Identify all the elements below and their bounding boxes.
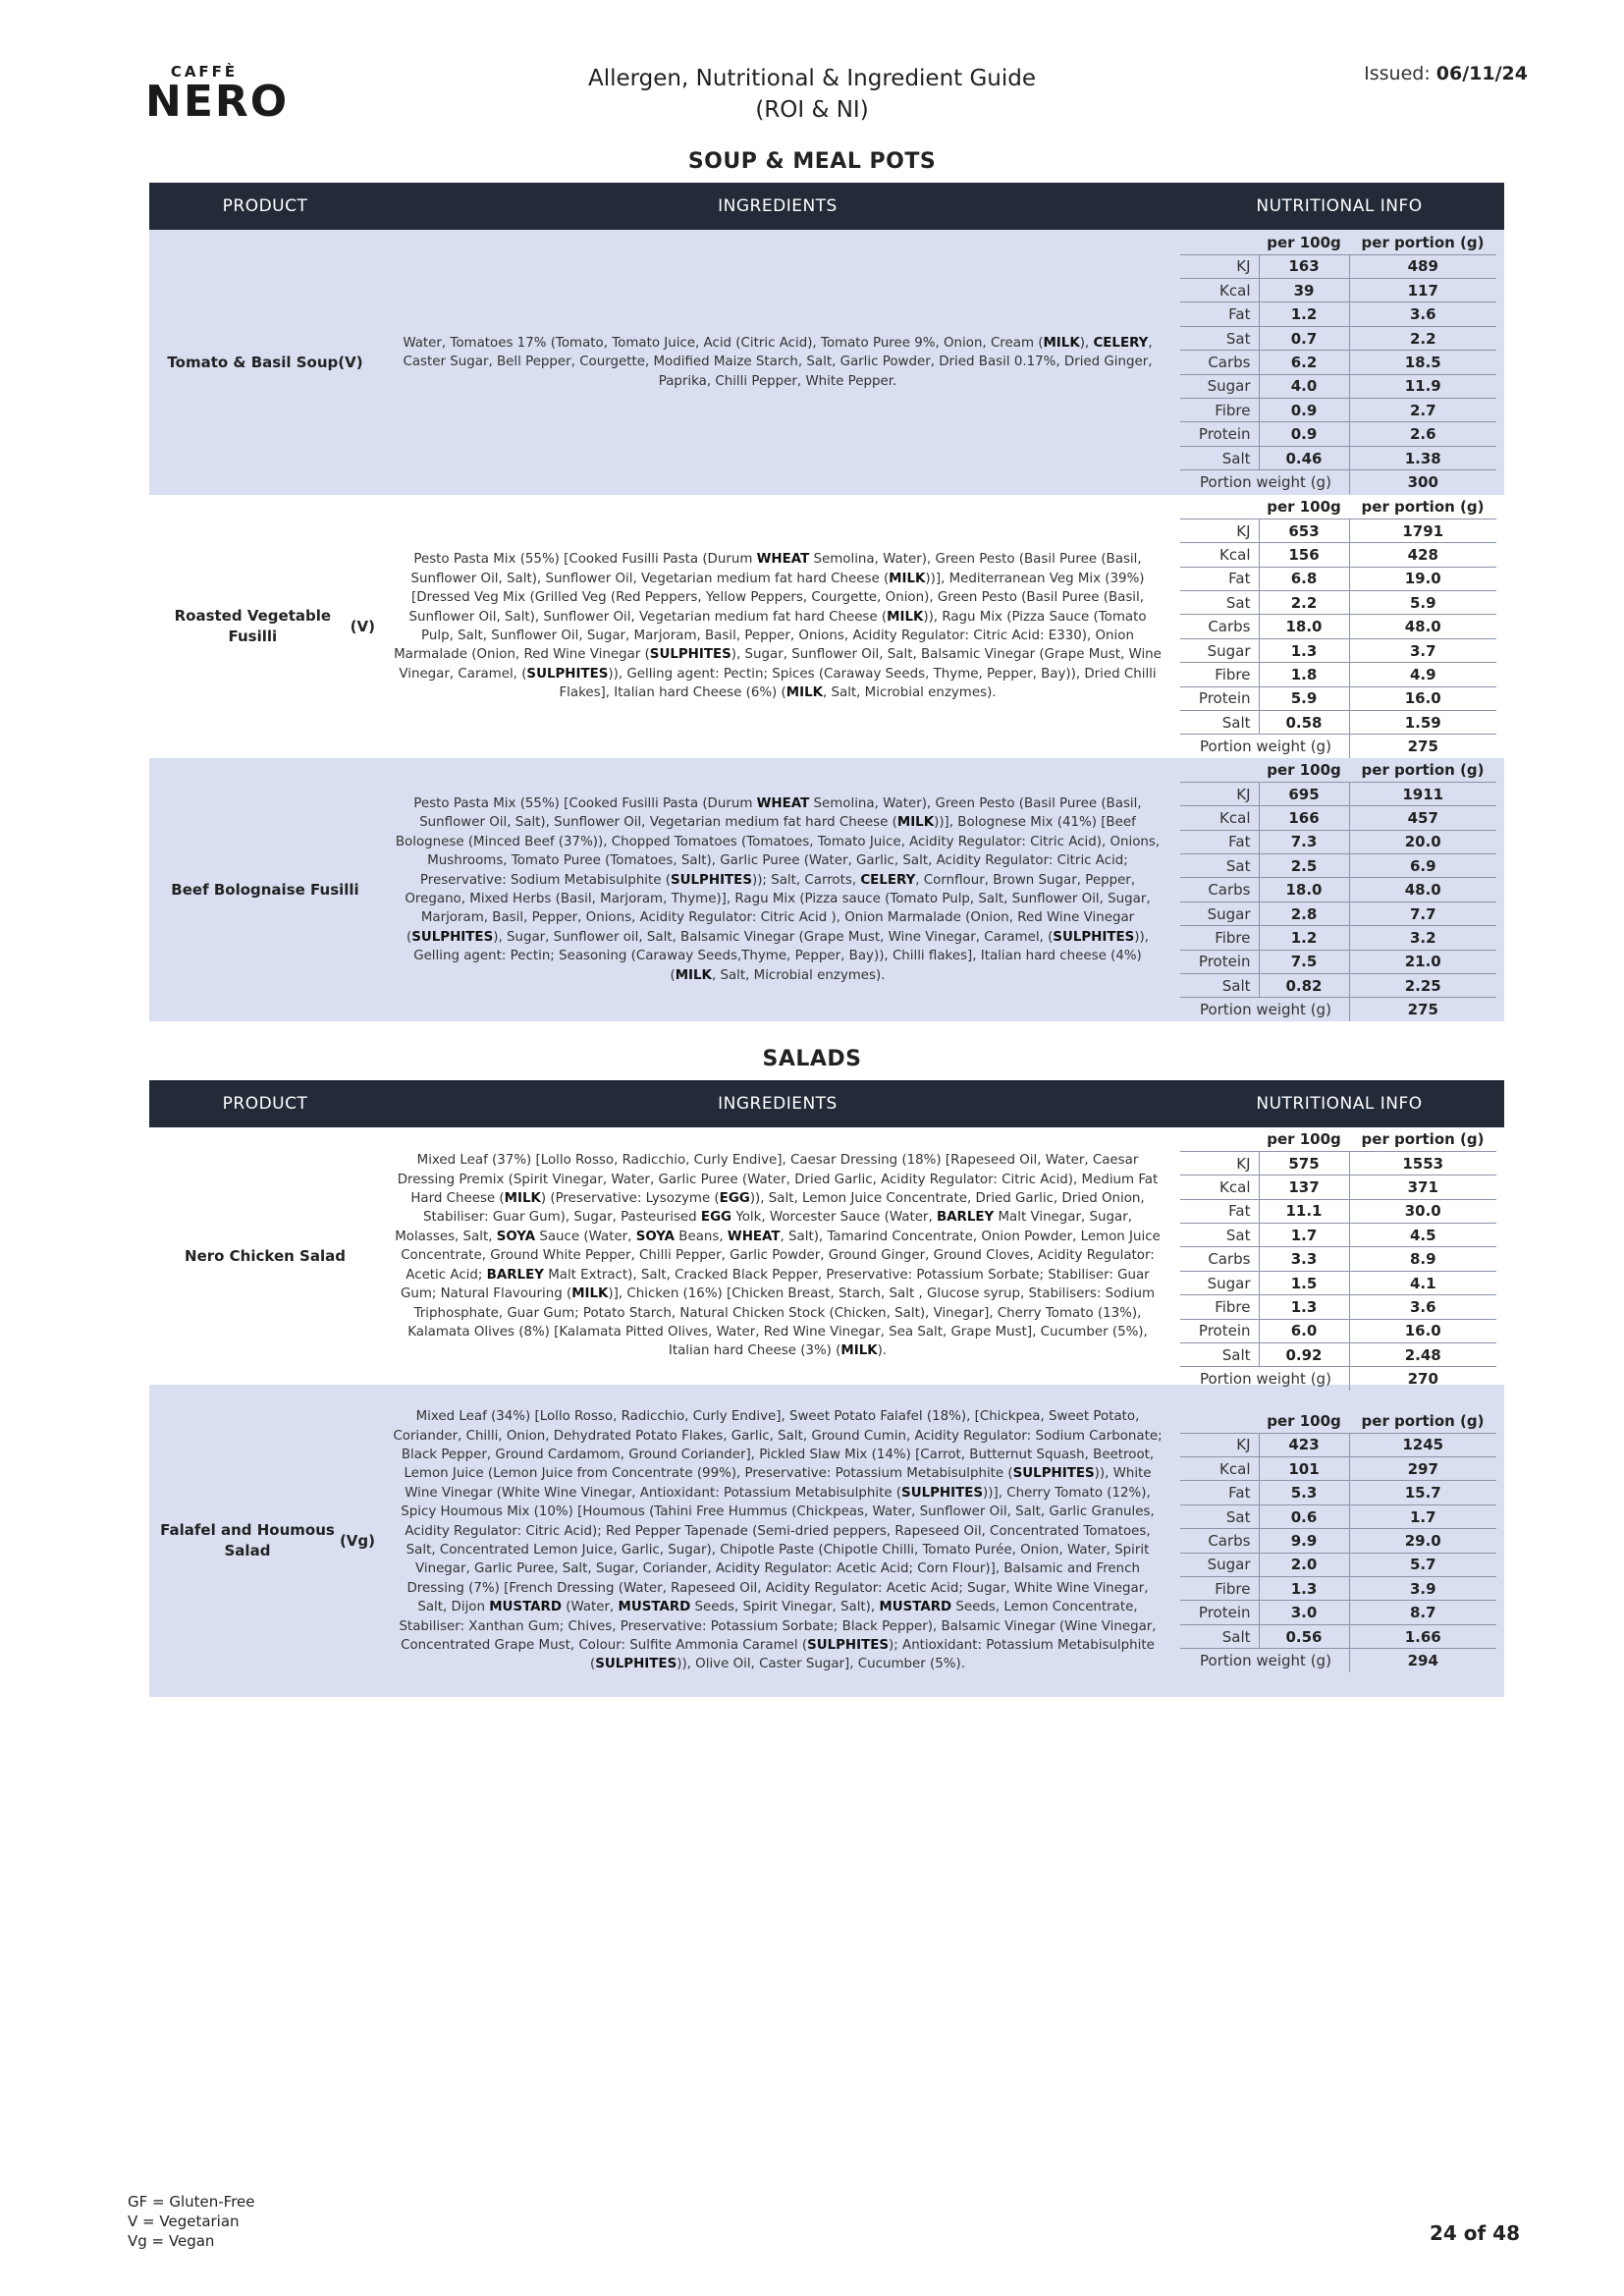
ingredients-text: Pesto Pasta Mix (55%) [Cooked Fusilli Pasta (Durum WHEAT Semolina, Water), Green Pesto (Basil Puree (Basil, Sunflower Oil, Salt), Sunflower Oil, Vegetarian medium fat hard Cheese (MILK))], Mediterranean Veg Mix (39%) [Dressed Veg Mix (Grilled Veg (Red Peppers, Yellow Peppers, Courgette, Onion), Green Pesto (Basil Puree (Basil, Sunflower Oil, Salt), Sunflower Oil, Vegetarian medium fat hard Cheese (MILK)), Ragu Mix (Pizza Sauce (Tomato Pulp, Salt, Sunflower Oil, Sugar, Marjoram, Basil, Pepper, Onions, Acidity Regulator: Citric Acid: E330), Onion Marmalade (Onion, Red Wine Vinegar (SULPHITES), Sugar, Sunflower Oil, Salt, Balsamic Vinegar (Grape Must, Wine Vinegar, Caramel, (SULPHITES)), Gelling agent: Pectin; Spices (Caraway Seeds, Thyme, Pepper, Bay)), Dried Chilli Flakes], Italian hard Cheese (6%) (MILK, Salt, Microbial enzymes). — [394, 552, 1162, 701]
product-row — [149, 1127, 1504, 1389]
value-per-100g: 4.0 — [1259, 374, 1349, 398]
nutrient-label: Protein — [1180, 422, 1259, 446]
ingredients-text: Mixed Leaf (37%) [Lollo Rosso, Radicchio, Curly Endive], Caesar Dressing (18%) [Rapeseed Oil, Water, Caesar Dressing Premix (Spirit Vinegar, Water, Garlic Puree (Water, Dried Garlic, Acidity Regulator: Citric Acid), Medium Fat Hard Cheese (MILK) (Preservative: Lysozyme (EGG)), Salt, Lemon Juice Concentrate, Dried Garlic, Dried Onion, Stabiliser: Guar Gum), Sugar, Pasteurised EGG Yolk, Worcester Sauce (Water, BARLEY Malt Vinegar, Sugar, Molasses, Salt, SOYA Sauce (Water, SOYA Beans, WHEAT, Salt), Tamarind Concentrate, Onion Powder, Lemon Juice Concentrate, Ground White Pepper, Chilli Pepper, Garlic Powder, Ground Ginger, Ground Cloves, Acidity Regulator: Acetic Acid; BARLEY Malt Extract), Salt, Cracked Black Pepper, Preservative: Potassium Sorbate; Stabiliser: Guar Gum; Natural Flavouring (MILK)], Chicken (16%) [Chicken Breast, Starch, Salt , Glucose syrup, Stabilisers: Sodium Triphosphate, Guar Gum; Potato Starch, Natural Chicken Stock (Chicken, Salt), Vinegar], Cherry Tomato (13%), Kalamata Olives (8%) [Kalamata Pitted Olives, Water, Red Wine Vinegar, Sea Salt, Grape Must], Cucumber (5%), Italian hard Cheese (3%) (MILK). — [395, 1153, 1161, 1359]
value-per-portion: per portion (g) — [1349, 758, 1496, 782]
value-per-portion: 7.7 — [1349, 902, 1496, 925]
nutrition-table — [1180, 495, 1496, 758]
value-per-100g: 0.56 — [1259, 1624, 1349, 1648]
nutrient-row-sugar — [1180, 902, 1496, 925]
product-ingredients — [381, 758, 1174, 1021]
value-per-portion: 1245 — [1349, 1433, 1496, 1456]
product-row — [149, 230, 1504, 495]
ingredients-text: Mixed Leaf (34%) [Lollo Rosso, Radicchio, Curly Endive], Sweet Potato Falafel (18%), [Chickpea, Sweet Potato, Coriander, Chilli, Onion, Dehydrated Potato Flakes, Garlic, Salt, Ground Cumin, Acidity Regulator: Sodium Carbonate; Black Pepper, Ground Cardamom, Ground Coriander], Pickled Slaw Mix (14%) [Carrot, Butternut Squash, Beetroot, Lemon Juice (Lemon Juice from Concentrate (99%), Preservative: Potassium Metabisulphite (SULPHITES)), White Wine Vinegar (White Wine Vinegar, Antioxidant: Potassium Metabisulphite (SULPHITES))], Cherry Tomato (12%), Spicy Houmous Mix (10%) [Houmous (Tahini Free Hummus (Chickpeas, Water, Sunflower Oil, Salt, Garlic Granules, Acidity Regulator: Citric Acid); Red Pepper Tapenade (Semi-dried peppers, Rapeseed Oil, Concentrated Tomatoes, Salt, Concentrated Lemon Juice, Garlic, Sugar), Chipotle Paste (Chipotle Chilli, Tomato Purée, Onion, Water, Spirit Vinegar, Garlic Puree, Salt, Sugar, Coriander, Acidity Regulator: Acetic Acid; Corn Flour)], Balsamic and French Dressing (7%) [French Dressing (Water, Rapeseed Oil, Acidity Regulator: Acetic Acid; Sugar, White Wine Vinegar, Salt, Dijon MUSTARD (Water, MUSTARD Seeds, Spirit Vinegar, Salt), MUSTARD Seeds, Lemon Concentrate, Stabiliser: Xanthan Gum; Chives, Preservative: Potassium Sorbate; Black Pepper), Balsamic Vinegar (Wine Vinegar, Concentrated Grape Must, Colour: Sulfite Ammonia Caramel (SULPHITES); Antioxidant: Potassium Metabisulphite (SULPHITES)), Olive Oil, Caster Sugar], Cucumber (5%). — [393, 1409, 1163, 1672]
value-per-100g: 1.3 — [1259, 1577, 1349, 1601]
nutrient-row-fat — [1180, 567, 1496, 590]
nutrient-row-kcal — [1180, 543, 1496, 567]
value-per-100g: 423 — [1259, 1433, 1349, 1456]
value-per-100g: 0.9 — [1259, 422, 1349, 446]
nutrition-panel — [1174, 1127, 1504, 1389]
value-per-100g: 575 — [1259, 1151, 1349, 1175]
nutrient-label: Fat — [1180, 567, 1259, 590]
value-per-portion: 48.0 — [1349, 615, 1496, 638]
value-per-portion: 8.9 — [1349, 1247, 1496, 1271]
value-per-100g: 39 — [1259, 279, 1349, 302]
legend-v: V = Vegetarian — [128, 2213, 240, 2230]
nutrition-table — [1180, 1409, 1496, 1672]
value-per-100g: 156 — [1259, 543, 1349, 567]
nutrient-row-fibre — [1180, 926, 1496, 950]
product-name-line2: (V) — [338, 353, 363, 371]
header-product: PRODUCT — [222, 1094, 308, 1114]
nutrient-row-protein — [1180, 1601, 1496, 1624]
nutrient-label: Salt — [1180, 974, 1259, 998]
value-per-100g: per 100g — [1259, 758, 1349, 782]
portion-weight-label: Portion weight (g) — [1200, 738, 1331, 756]
header-nutrition: NUTRITIONAL INFO — [1256, 196, 1423, 216]
product-row — [149, 1385, 1504, 1697]
nutrition-panel — [1174, 1385, 1504, 1697]
portion-weight-label: Portion weight (g) — [1200, 1001, 1331, 1019]
value-per-portion: 16.0 — [1349, 1319, 1496, 1342]
nutrient-label: Carbs — [1180, 1247, 1259, 1271]
nutrient-row-sat — [1180, 854, 1496, 878]
nutrient-label: Carbs — [1180, 351, 1259, 374]
value-per-portion: 2.25 — [1349, 974, 1496, 998]
nutrient-label: KJ — [1180, 519, 1259, 542]
value-per-portion: 15.7 — [1349, 1481, 1496, 1504]
nutrient-label — [1180, 495, 1259, 519]
nutrient-label: Sugar — [1180, 374, 1259, 398]
value-per-100g: 5.9 — [1259, 686, 1349, 710]
nutrient-label — [1180, 758, 1259, 782]
logo-caffe-text: CAFFÈ — [170, 63, 239, 81]
value-per-portion: 1911 — [1349, 782, 1496, 805]
nutrient-label: Protein — [1180, 686, 1259, 710]
value-per-100g: 6.8 — [1259, 567, 1349, 590]
nutrient-row-sugar — [1180, 1553, 1496, 1576]
nutrition-panel — [1174, 495, 1504, 758]
product-name-line1: Tomato & Basil Soup — [167, 353, 339, 371]
nutrient-label: Fat — [1180, 1199, 1259, 1223]
value-per-portion: per portion (g) — [1349, 1409, 1496, 1433]
value-per-portion: 371 — [1349, 1175, 1496, 1199]
value-per-portion: 8.7 — [1349, 1601, 1496, 1624]
value-per-100g: 6.2 — [1259, 351, 1349, 374]
value-per-portion: 3.6 — [1349, 1295, 1496, 1319]
nutrient-row-sugar — [1180, 1271, 1496, 1294]
value-per-100g: 7.3 — [1259, 830, 1349, 853]
nutrient-row-fat — [1180, 1199, 1496, 1223]
nutrition-header-row — [1180, 231, 1496, 254]
value-per-100g: 18.0 — [1259, 615, 1349, 638]
value-per-portion: 3.6 — [1349, 302, 1496, 326]
value-per-100g: 1.7 — [1259, 1224, 1349, 1247]
nutrient-row-sat — [1180, 1224, 1496, 1247]
portion-weight-value: 300 — [1349, 470, 1496, 494]
salads-table — [149, 1080, 1504, 1697]
nutrient-label: Salt — [1180, 1343, 1259, 1367]
product-name — [149, 758, 381, 1021]
nutrient-row-fat — [1180, 1481, 1496, 1504]
product-ingredients — [381, 1385, 1174, 1697]
value-per-portion: 4.9 — [1349, 663, 1496, 686]
product-name — [149, 495, 381, 758]
nutrient-label: Fibre — [1180, 663, 1259, 686]
logo-nero-text: NERO — [145, 77, 290, 127]
nutrient-row-kcal — [1180, 279, 1496, 302]
portion-weight-label: Portion weight (g) — [1200, 1370, 1331, 1389]
section-title-salads: SALADS — [762, 1047, 862, 1071]
nutrient-row-fibre — [1180, 1577, 1496, 1601]
value-per-portion: 1791 — [1349, 519, 1496, 542]
value-per-100g: 163 — [1259, 254, 1349, 278]
value-per-portion: 3.9 — [1349, 1577, 1496, 1601]
table-header — [149, 1080, 1504, 1127]
portion-weight-value: 294 — [1349, 1649, 1496, 1672]
nutrient-row-kj — [1180, 519, 1496, 542]
nutrient-row-kcal — [1180, 1175, 1496, 1199]
value-per-portion: 29.0 — [1349, 1529, 1496, 1553]
portion-weight-label: Portion weight (g) — [1200, 1652, 1331, 1670]
value-per-portion: 5.7 — [1349, 1553, 1496, 1576]
value-per-100g: 0.6 — [1259, 1504, 1349, 1528]
product-name — [149, 1385, 381, 1697]
value-per-portion: per portion (g) — [1349, 1127, 1496, 1151]
nutrition-header-row — [1180, 495, 1496, 519]
nutrient-label: Sugar — [1180, 638, 1259, 662]
value-per-portion: per portion (g) — [1349, 495, 1496, 519]
nutrient-label: Fibre — [1180, 1577, 1259, 1601]
nutrient-row-kj — [1180, 1433, 1496, 1456]
nutrient-label: Kcal — [1180, 1457, 1259, 1481]
value-per-portion: 297 — [1349, 1457, 1496, 1481]
value-per-100g: 653 — [1259, 519, 1349, 542]
value-per-100g: 695 — [1259, 782, 1349, 805]
nutrient-label: Sat — [1180, 591, 1259, 615]
value-per-portion: 18.5 — [1349, 351, 1496, 374]
value-per-100g: 1.2 — [1259, 302, 1349, 326]
value-per-100g: 1.3 — [1259, 1295, 1349, 1319]
table-header — [149, 183, 1504, 230]
nutrient-label: KJ — [1180, 1151, 1259, 1175]
nutrient-row-portion-weight — [1180, 470, 1496, 494]
nutrient-label: Kcal — [1180, 543, 1259, 567]
value-per-portion: 5.9 — [1349, 591, 1496, 615]
nutrient-label: KJ — [1180, 1433, 1259, 1456]
nutrient-row-sugar — [1180, 374, 1496, 398]
product-name-line1: Nero Chicken Salad — [185, 1246, 346, 1265]
nutrient-row-carbs — [1180, 878, 1496, 902]
nutrient-label: Sat — [1180, 1224, 1259, 1247]
value-per-portion: 1553 — [1349, 1151, 1496, 1175]
footer-legend — [128, 2192, 255, 2251]
nutrient-label: Carbs — [1180, 1529, 1259, 1553]
value-per-portion: 2.48 — [1349, 1343, 1496, 1367]
document-title-line2: (ROI & NI) — [755, 97, 869, 123]
nutrient-label: Kcal — [1180, 279, 1259, 302]
value-per-100g: 5.3 — [1259, 1481, 1349, 1504]
value-per-100g: 2.0 — [1259, 1553, 1349, 1576]
nutrient-label: Protein — [1180, 950, 1259, 973]
value-per-portion: 457 — [1349, 806, 1496, 830]
header-product: PRODUCT — [222, 196, 308, 216]
nutrition-table — [1180, 758, 1496, 1021]
value-per-100g: per 100g — [1259, 231, 1349, 254]
value-per-100g: 2.8 — [1259, 902, 1349, 925]
value-per-100g: 0.92 — [1259, 1343, 1349, 1367]
value-per-portion: 16.0 — [1349, 686, 1496, 710]
value-per-portion: 1.66 — [1349, 1624, 1496, 1648]
nutrient-label: Carbs — [1180, 615, 1259, 638]
product-name-line2: (Vg) — [339, 1531, 375, 1550]
product-ingredients — [381, 495, 1174, 758]
nutrient-label: Fibre — [1180, 926, 1259, 950]
value-per-100g: 1.3 — [1259, 638, 1349, 662]
nutrient-label — [1180, 1409, 1259, 1433]
header-nutrition: NUTRITIONAL INFO — [1256, 1094, 1423, 1114]
nutrient-label: Protein — [1180, 1601, 1259, 1624]
nutrient-row-protein — [1180, 1319, 1496, 1342]
nutrient-label: Salt — [1180, 446, 1259, 469]
issued-value: 06/11/24 — [1435, 63, 1528, 84]
portion-weight-value: 270 — [1349, 1367, 1496, 1391]
product-ingredients — [381, 230, 1174, 495]
value-per-portion: 11.9 — [1349, 374, 1496, 398]
value-per-100g: 101 — [1259, 1457, 1349, 1481]
value-per-100g: per 100g — [1259, 1409, 1349, 1433]
nutrient-row-fibre — [1180, 399, 1496, 422]
value-per-100g: 166 — [1259, 806, 1349, 830]
nutrient-row-portion-weight — [1180, 998, 1496, 1021]
value-per-100g: per 100g — [1259, 1127, 1349, 1151]
nutrient-row-protein — [1180, 950, 1496, 973]
value-per-100g: per 100g — [1259, 495, 1349, 519]
value-per-100g: 3.0 — [1259, 1601, 1349, 1624]
nutrition-table — [1180, 231, 1496, 494]
nutrient-row-sat — [1180, 326, 1496, 350]
value-per-100g: 3.3 — [1259, 1247, 1349, 1271]
issued-date — [1364, 63, 1528, 84]
value-per-portion: 19.0 — [1349, 567, 1496, 590]
value-per-100g: 11.1 — [1259, 1199, 1349, 1223]
section-title-soup: SOUP & MEAL POTS — [687, 149, 937, 174]
issued-label: Issued: — [1364, 63, 1431, 84]
value-per-portion: 4.5 — [1349, 1224, 1496, 1247]
value-per-100g: 0.82 — [1259, 974, 1349, 998]
nutrient-row-sat — [1180, 591, 1496, 615]
nutrient-row-salt — [1180, 711, 1496, 735]
value-per-portion: 428 — [1349, 543, 1496, 567]
value-per-portion: 1.59 — [1349, 711, 1496, 735]
nutrient-row-kcal — [1180, 806, 1496, 830]
value-per-portion: 2.7 — [1349, 399, 1496, 422]
nutrition-header-row — [1180, 1127, 1496, 1151]
nutrient-label: Protein — [1180, 1319, 1259, 1342]
nutrient-row-kj — [1180, 254, 1496, 278]
nutrient-row-sat — [1180, 1504, 1496, 1528]
nutrient-label: Sugar — [1180, 1553, 1259, 1576]
nutrient-label: KJ — [1180, 782, 1259, 805]
nutrient-row-salt — [1180, 1343, 1496, 1367]
nutrient-label: Sugar — [1180, 1271, 1259, 1294]
value-per-100g: 0.7 — [1259, 326, 1349, 350]
nutrient-label: Fat — [1180, 830, 1259, 853]
value-per-100g: 1.5 — [1259, 1271, 1349, 1294]
nutrient-row-fibre — [1180, 1295, 1496, 1319]
product-name-line1: Beef Bolognaise Fusilli — [171, 880, 359, 899]
value-per-100g: 0.46 — [1259, 446, 1349, 469]
value-per-100g: 137 — [1259, 1175, 1349, 1199]
nutrient-label: Sat — [1180, 326, 1259, 350]
product-row — [149, 758, 1504, 1021]
nutrient-row-fibre — [1180, 663, 1496, 686]
value-per-100g: 6.0 — [1259, 1319, 1349, 1342]
nutrient-row-kj — [1180, 782, 1496, 805]
nutrient-label: Fibre — [1180, 1295, 1259, 1319]
nutrient-label — [1180, 231, 1259, 254]
nutrition-header-row — [1180, 1409, 1496, 1433]
nutrient-row-sugar — [1180, 638, 1496, 662]
value-per-portion: 489 — [1349, 254, 1496, 278]
portion-weight-value: 275 — [1349, 998, 1496, 1021]
header-ingredients: INGREDIENTS — [718, 1094, 838, 1114]
nutrient-row-portion-weight — [1180, 735, 1496, 758]
value-per-100g: 2.2 — [1259, 591, 1349, 615]
value-per-100g: 1.2 — [1259, 926, 1349, 950]
product-name — [149, 1127, 381, 1385]
value-per-portion: 4.1 — [1349, 1271, 1496, 1294]
nutrition-header-row — [1180, 758, 1496, 782]
value-per-100g: 9.9 — [1259, 1529, 1349, 1553]
value-per-100g: 18.0 — [1259, 878, 1349, 902]
legend-vg: Vg = Vegan — [128, 2232, 215, 2250]
nutrient-label: KJ — [1180, 254, 1259, 278]
nutrient-row-portion-weight — [1180, 1649, 1496, 1672]
product-row — [149, 495, 1504, 758]
portion-weight-label: Portion weight (g) — [1200, 473, 1331, 492]
value-per-portion: 48.0 — [1349, 878, 1496, 902]
value-per-100g: 2.5 — [1259, 854, 1349, 878]
nutrient-row-carbs — [1180, 615, 1496, 638]
nutrient-label: Sat — [1180, 854, 1259, 878]
value-per-portion: per portion (g) — [1349, 231, 1496, 254]
document-title-line1: Allergen, Nutritional & Ingredient Guide — [587, 66, 1037, 91]
nutrient-row-kj — [1180, 1151, 1496, 1175]
nutrient-row-protein — [1180, 686, 1496, 710]
product-name-line1: Roasted Vegetable Fusilli — [174, 607, 332, 645]
nutrient-label — [1180, 1127, 1259, 1151]
nutrient-label: Fibre — [1180, 399, 1259, 422]
nutrient-row-carbs — [1180, 1529, 1496, 1553]
nutrient-row-fat — [1180, 830, 1496, 853]
product-ingredients — [381, 1127, 1174, 1385]
portion-weight-value: 275 — [1349, 735, 1496, 758]
nutrient-label: Fat — [1180, 1481, 1259, 1504]
ingredients-text: Pesto Pasta Mix (55%) [Cooked Fusilli Pasta (Durum WHEAT Semolina, Water), Green Pesto (Basil Puree (Basil, Sunflower Oil, Salt), Sunflower Oil, Vegetarian medium fat hard Cheese (MILK))], Bolognese Mix (41%) [Beef Bolognese (Minced Beef (37%)), Chopped Tomatoes (Tomatoes, Tomato Juice, Acidity Regulator: Citric Acid), Onions, Mushrooms, Tomato Puree (Tomatoes, Salt), Garlic Puree (Water, Garlic, Salt, Acidity Regulator: Citric Acid; Preservative: Sodium Metabisulphite (SULPHITES)); Salt, Carrots, CELERY, Cornflour, Brown Sugar, Pepper, Oregano, Mixed Herbs (Basil, Marjoram, Thyme)], Ragu Mix (Pizza sauce (Tomato Pulp, Salt, Sunflower Oil, Sugar, Marjoram, Basil, Pepper, Onions, Acidity Regulator: Citric Acid ), Onion Marmalade (Onion, Red Wine Vinegar (SULPHITES), Sugar, Sunflower oil, Salt, Balsamic Vinegar (Grape Must, Wine Vinegar, Caramel, (SULPHITES)), Gelling agent: Pectin; Seasoning (Caraway Seeds,Thyme, Pepper, Bay)), Chilli flakes], Italian hard cheese (4%) (MILK, Salt, Microbial enzymes). — [395, 795, 1161, 983]
value-per-portion: 2.2 — [1349, 326, 1496, 350]
nutrient-label: Salt — [1180, 711, 1259, 735]
value-per-100g: 7.5 — [1259, 950, 1349, 973]
ingredients-text: Water, Tomatoes 17% (Tomato, Tomato Juice, Acid (Citric Acid), Tomato Puree 9%, Onion, Cream (MILK), CELERY, Caster Sugar, Bell Pepper, Courgette, Modified Maize Starch, Salt, Garlic Powder, Dried Basil 0.17%, Dried Ginger, Paprika, Chilli Pepper, White Pepper. — [403, 335, 1153, 389]
legend-gf: GF = Gluten-Free — [128, 2193, 255, 2211]
nutrient-row-protein — [1180, 422, 1496, 446]
nutrient-row-carbs — [1180, 351, 1496, 374]
nutrient-label: Sugar — [1180, 902, 1259, 925]
nutrient-row-salt — [1180, 1624, 1496, 1648]
value-per-portion: 30.0 — [1349, 1199, 1496, 1223]
page-number: 24 of 48 — [1429, 2221, 1520, 2245]
header-ingredients: INGREDIENTS — [718, 196, 838, 216]
value-per-portion: 1.7 — [1349, 1504, 1496, 1528]
nutrient-label: Salt — [1180, 1624, 1259, 1648]
nutrition-panel — [1174, 758, 1504, 1021]
soup-meal-pots-table — [149, 183, 1504, 1021]
nutrient-label: Kcal — [1180, 1175, 1259, 1199]
nutrient-row-carbs — [1180, 1247, 1496, 1271]
value-per-100g: 0.9 — [1259, 399, 1349, 422]
nutrient-row-salt — [1180, 974, 1496, 998]
value-per-portion: 21.0 — [1349, 950, 1496, 973]
product-name-line2: (V) — [350, 617, 375, 635]
nutrition-table — [1180, 1127, 1496, 1391]
nutrition-panel — [1174, 230, 1504, 495]
value-per-portion: 20.0 — [1349, 830, 1496, 853]
nutrient-label: Sat — [1180, 1504, 1259, 1528]
nutrient-row-fat — [1180, 302, 1496, 326]
nutrient-label: Kcal — [1180, 806, 1259, 830]
value-per-portion: 1.38 — [1349, 446, 1496, 469]
product-name — [149, 230, 381, 495]
nutrient-row-kcal — [1180, 1457, 1496, 1481]
value-per-100g: 0.58 — [1259, 711, 1349, 735]
value-per-100g: 1.8 — [1259, 663, 1349, 686]
nutrient-row-salt — [1180, 446, 1496, 469]
value-per-portion: 117 — [1349, 279, 1496, 302]
value-per-portion: 2.6 — [1349, 422, 1496, 446]
value-per-portion: 3.7 — [1349, 638, 1496, 662]
value-per-portion: 3.2 — [1349, 926, 1496, 950]
product-name-line1: Falafel and Houmous Salad — [160, 1521, 335, 1559]
nutrient-label: Carbs — [1180, 878, 1259, 902]
nutrient-label: Fat — [1180, 302, 1259, 326]
value-per-portion: 6.9 — [1349, 854, 1496, 878]
